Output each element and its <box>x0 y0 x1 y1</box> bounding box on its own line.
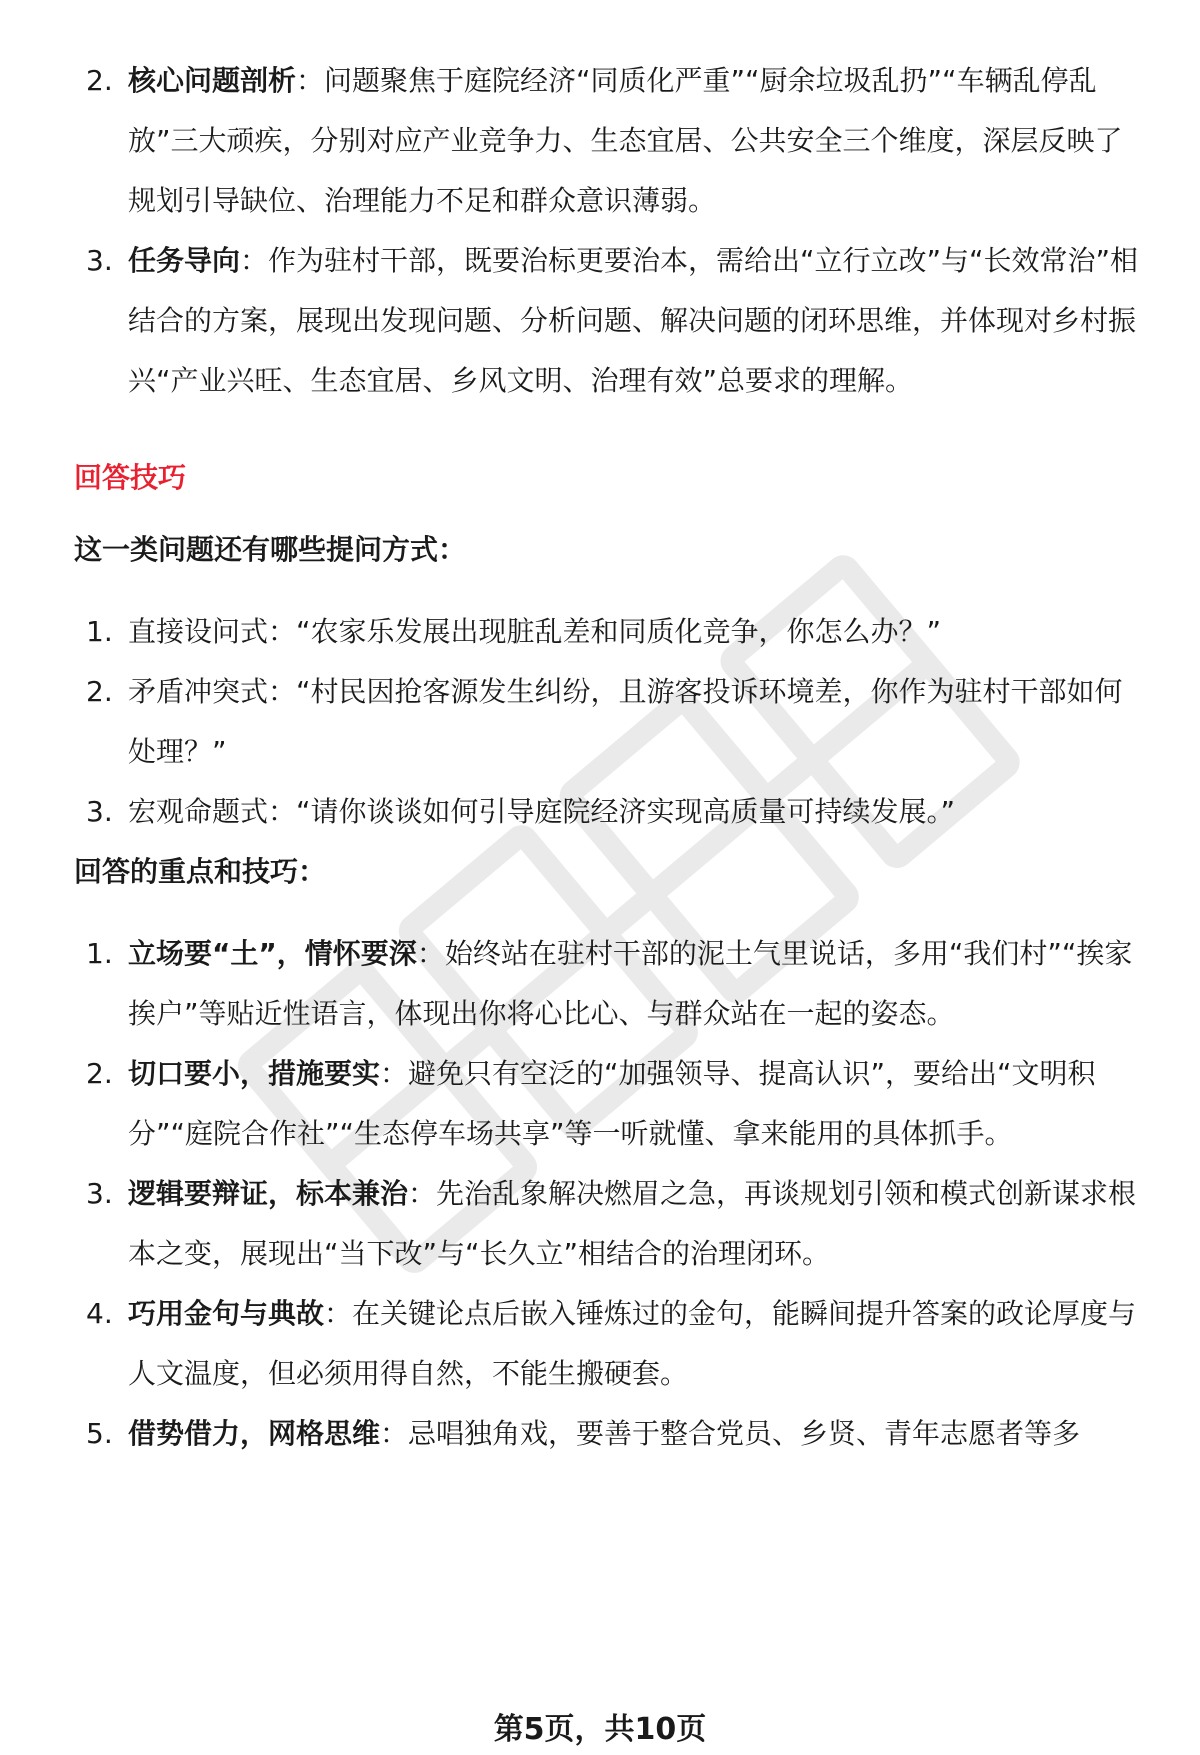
tips-section <box>74 924 1144 1464</box>
item-text: 忌唱独角戏，要善于整合党员、乡贤、青年志愿者等多 <box>408 1417 1081 1450</box>
list-number: 3. <box>86 1177 113 1210</box>
item-text: “村民因抢客源发生纠纷，且游客投诉环境差，你作为驻村干部如何处理？” <box>128 675 1123 768</box>
list-number: 2. <box>86 64 113 97</box>
analysis-list <box>74 51 1144 411</box>
item-title: 任务导向 <box>128 244 241 277</box>
list-number: 1. <box>86 937 113 970</box>
tips-heading: 回答的重点和技巧： <box>74 855 327 888</box>
item-title: 切口要小，措施要实 <box>128 1057 381 1090</box>
item-separator: ： <box>380 1417 409 1450</box>
item-text: 始终站在驻村干部的泥土气里说话，多用“我们村”“挨家挨户”等贴近性语言，体现出你将心比心、与群众站在一起的姿态。 <box>128 937 1133 1030</box>
item-separator: ： <box>416 937 445 970</box>
item-separator: ： <box>324 1297 353 1330</box>
list-number: 1. <box>86 615 113 648</box>
item-text: 避免只有空泛的“加强领导、提高认识”，要给出“文明积分”“庭院合作社”“生态停车场共享”等一听就懂、拿来能用的具体抓手。 <box>128 1057 1096 1150</box>
list-item <box>74 231 1144 411</box>
item-text: “农家乐发展出现脏乱差和同质化竞争，你怎么办？” <box>296 615 942 648</box>
list-item <box>74 1044 1144 1164</box>
list-item <box>74 782 1144 842</box>
item-separator: ： <box>380 1057 409 1090</box>
item-title: 逻辑要辩证，标本兼治 <box>128 1177 409 1210</box>
item-text: 问题聚焦于庭院经济“同质化严重”“厨余垃圾乱扔”“车辆乱停乱放”三大顽疾，分别对应产业竞争力、生态宜居、公共安全三个维度，深层反映了规划引导缺位、治理能力不足和群众意识薄弱。 <box>128 64 1123 217</box>
item-text: “请你谈谈如何引导庭院经济实现高质量可持续发展。” <box>296 795 956 828</box>
item-title: 矛盾冲突式 <box>128 675 269 708</box>
item-separator: ： <box>240 244 269 277</box>
list-number: 5. <box>86 1417 113 1450</box>
item-text: 先治乱象解决燃眉之急，再谈规划引领和模式创新谋求根本之变，展现出“当下改”与“长久立”相结合的治理闭环。 <box>128 1177 1137 1270</box>
list-item <box>74 602 1144 662</box>
item-title: 立场要“土”，情怀要深 <box>128 937 417 970</box>
page-footer: 第5页，共10页 <box>493 1712 707 1747</box>
tips-list <box>74 924 1144 1464</box>
list-item <box>74 51 1144 231</box>
list-number: 3. <box>86 795 113 828</box>
item-title: 直接设问式 <box>128 615 269 648</box>
question-types-heading: 这一类问题还有哪些提问方式： <box>74 533 467 566</box>
question-types-section <box>74 602 1144 842</box>
item-separator: ： <box>408 1177 437 1210</box>
list-number: 4. <box>86 1297 113 1330</box>
list-item <box>74 1164 1144 1284</box>
list-number: 2. <box>86 1057 113 1090</box>
list-item <box>74 1284 1144 1404</box>
list-number: 2. <box>86 675 113 708</box>
item-separator: ： <box>268 675 297 708</box>
list-item <box>74 924 1144 1044</box>
item-text: 作为驻村干部，既要治标更要治本，需给出“立行立改”与“长效常治”相结合的方案，展现出发现问题、分析问题、解决问题的闭环思维，并体现对乡村振兴“产业兴旺、生态宜居、乡风文明、治理有效”总要求的理解。 <box>128 244 1139 397</box>
item-separator: ： <box>296 64 325 97</box>
list-item <box>74 1404 1144 1464</box>
list-item <box>74 662 1144 782</box>
section-heading: 回答技巧 <box>74 461 187 494</box>
item-title: 借势借力，网格思维 <box>128 1417 381 1450</box>
item-separator: ： <box>268 795 297 828</box>
item-separator: ： <box>268 615 297 648</box>
list-number: 3. <box>86 244 113 277</box>
item-text: 在关键论点后嵌入锤炼过的金句，能瞬间提升答案的政论厚度与人文温度，但必须用得自然，不能生搬硬套。 <box>128 1297 1137 1390</box>
question-types-list <box>74 602 1144 842</box>
analysis-section <box>74 51 1144 411</box>
item-title: 核心问题剖析 <box>128 64 297 97</box>
item-title: 宏观命题式 <box>128 795 269 828</box>
item-title: 巧用金句与典故 <box>128 1297 325 1330</box>
